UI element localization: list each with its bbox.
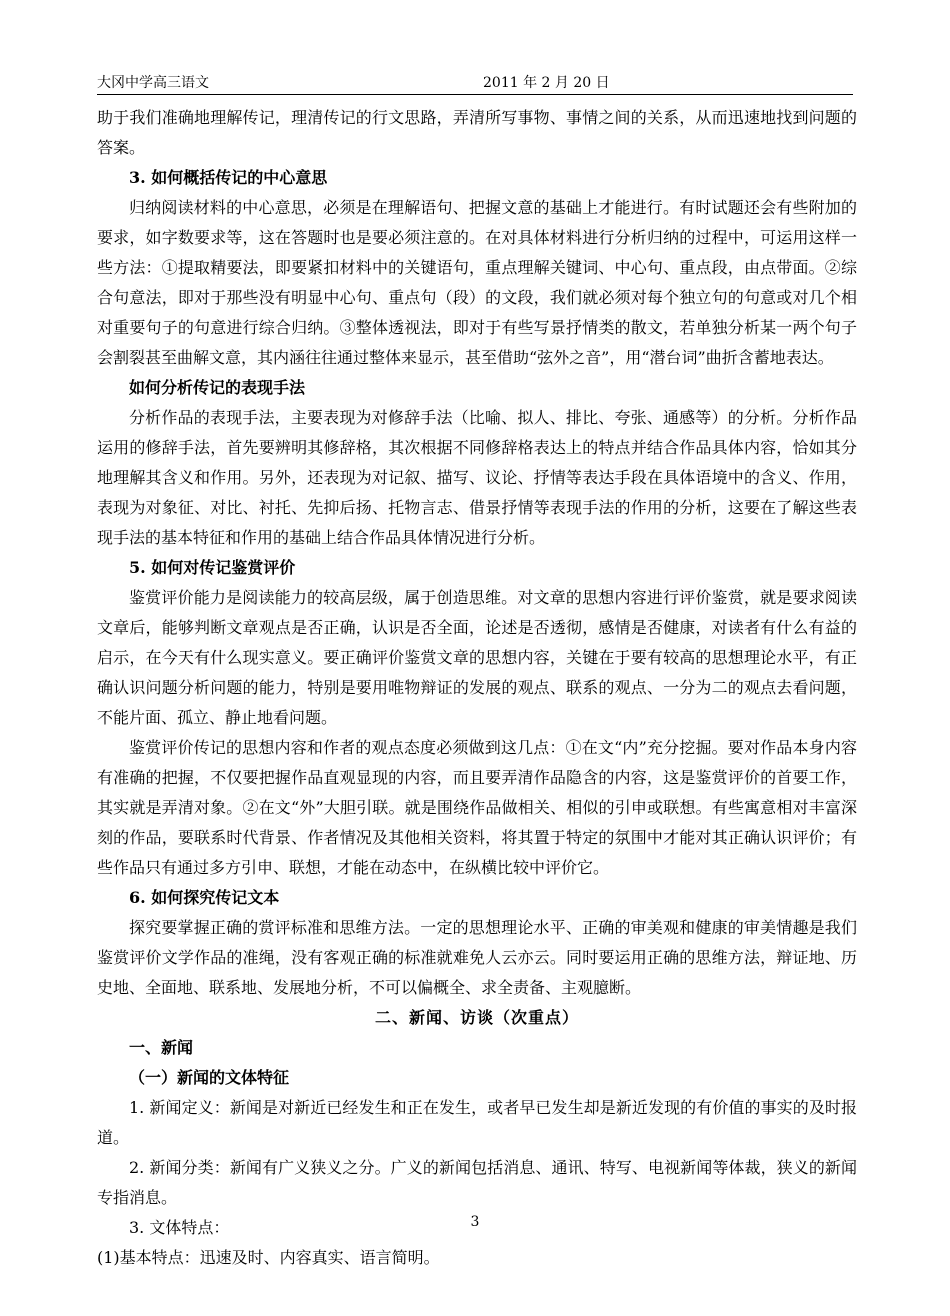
subsection-heading: （一）新闻的文体特征 [129, 1068, 290, 1087]
subsection-heading: 6. 如何探究传记文本 [129, 888, 280, 907]
paragraph: 探究要掌握正确的赏评标准和思维方法。一定的思想理论水平、正确的审美观和健康的审美情趣是我们鉴赏评价文学作品的准绳，没有客观正确的标准就难免人云亦云。同时要运用正确的思维方法，辩证地、历史地、全面地、联系地、发展地分析，不可以偏概全、求全责备、主观臆断。 [97, 918, 857, 997]
paragraph: 3. 文体特点： [129, 1218, 230, 1237]
paragraph: 归纳阅读材料的中心意思，必须是在理解语句、把握文意的基础上才能进行。有时试题还会有些附加的要求，如字数要求等，这在答题时也是要必须注意的。在对具体材料进行分析归纳的过程中，可运用这样一些方法：①提取精要法，即要紧扣材料中的关键语句，重点理解关键词、中心句、重点段，由点带面。②综合句意法，即对于那些没有明显中心句、重点句（段）的文段，我们就必须对每个独立句的句意或对几个相对重要句子的句意进行综合归纳。③整体透视法，即对于有些写景抒情类的散文，若单独分析某一两个句子会割裂甚至曲解文意，其内涵往往通过整体来显示，甚至借助“弦外之音”，用“潜台词”曲折含蓄地表达。 [97, 198, 857, 367]
page-number: 3 [470, 1214, 480, 1230]
paragraph: 鉴赏评价传记的思想内容和作者的观点态度必须做到这几点：①在文“内”充分挖掘。要对作品本身内容有准确的把握，不仅要把握作品直观显现的内容，而且要弄清作品隐含的内容，这是鉴赏评价的首要工作，其实就是弄清对象。②在文“外”大胆引联。就是围绕作品做相关、相似的引申或联想。有些寓意相对丰富深刻的作品，要联系时代背景、作者情况及其他相关资料，将其置于特定的氛围中才能对其正确认识评价；有些作品只有通过多方引申、联想，才能在动态中，在纵横比较中评价它。 [97, 738, 857, 877]
page-header [97, 70, 853, 95]
section-heading: 二、新闻、访谈（次重点） [374, 1008, 579, 1027]
paragraph: 1. 新闻定义：新闻是对新近已经发生和正在发生，或者早已发生却是新近发现的有价值的事实的及时报道。 [97, 1098, 857, 1147]
header-school: 大冈中学高三语文 [97, 75, 209, 91]
subsection-heading: 如何分析传记的表现手法 [129, 378, 306, 397]
paragraph: (1)基本特点：迅速及时、内容真实、语言简明。 [97, 1248, 440, 1267]
header-date: 2011 年 2 月 20 日 [483, 75, 610, 91]
paragraph: 分析作品的表现手法，主要表现为对修辞手法（比喻、拟人、排比、夸张、通感等）的分析。分析作品运用的修辞手法，首先要辨明其修辞格，其次根据不同修辞格表达上的特点并结合作品具体内容，恰如其分地理解其含义和作用。另外，还表现为对记叙、描写、议论、抒情等表达手段在具体语境中的含义、作用，表现为对象征、对比、衬托、先抑后扬、托物言志、借景抒情等表现手法的作用的分析，这要在了解这些表现手法的基本特征和作用的基础上结合作品具体情况进行分析。 [97, 408, 857, 547]
paragraph: 鉴赏评价能力是阅读能力的较高层级，属于创造思维。对文章的思想内容进行评价鉴赏，就是要求阅读文章后，能够判断文章观点是否正确，认识是否全面，论述是否透彻，感情是否健康，对读者有什么有益的启示，在今天有什么现实意义。要正确评价鉴赏文章的思想内容，关键在于要有较高的思想理论水平，有正确认识问题分析问题的能力，特别是要用唯物辩证的发展的观点、联系的观点、一分为二的观点去看问题，不能片面、孤立、静止地看问题。 [97, 588, 857, 727]
subsection-heading: 一、新闻 [129, 1038, 194, 1057]
subsection-heading: 5. 如何对传记鉴赏评价 [129, 558, 296, 577]
paragraph: 助于我们准确地理解传记，理清传记的行文思路，弄清所写事物、事情之间的关系，从而迅速地找到问题的答案。 [97, 108, 857, 157]
paragraph: 2. 新闻分类：新闻有广义狭义之分。广义的新闻包括消息、通讯、特写、电视新闻等体裁，狭义的新闻专指消息。 [97, 1158, 857, 1207]
subsection-heading: 3. 如何概括传记的中心意思 [129, 168, 328, 187]
document-body [97, 103, 857, 1273]
